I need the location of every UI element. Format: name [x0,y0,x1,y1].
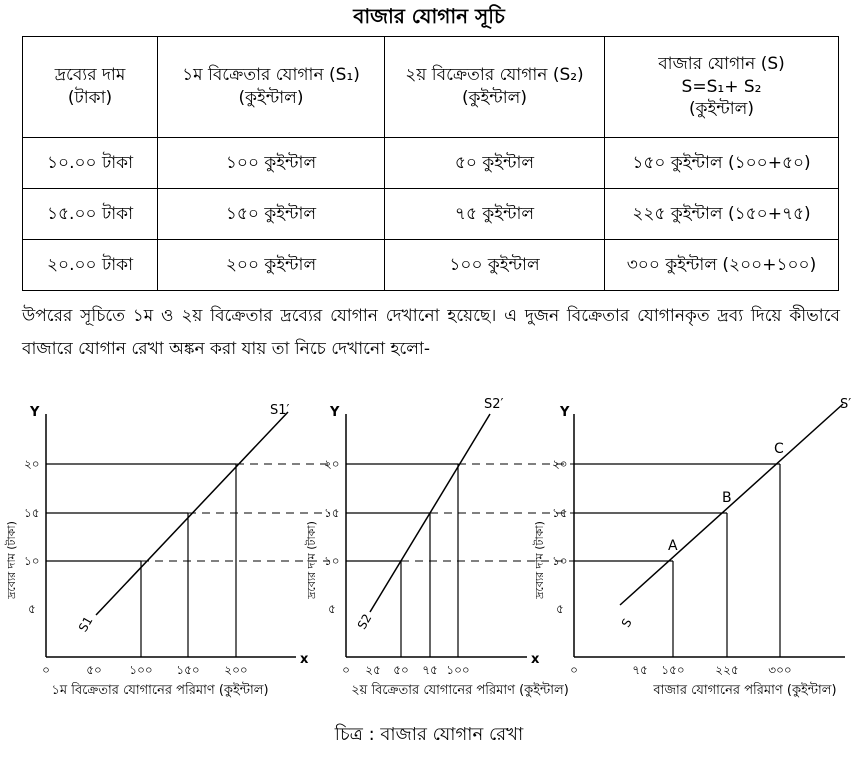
curve-label-start: S1 [75,613,96,635]
x-axis-label: ২য় বিক্রেতার যোগানের পরিমাণ (কুইন্টাল) [351,683,569,698]
x-tick-label: ২৫ [365,663,381,677]
figure-caption: চিত্র : বাজার যোগান রেখা [334,724,524,745]
table-cell: ৭৫ কুইন্টাল [385,189,605,240]
header-price: দ্রব্যের দাম (টাকা) [23,37,158,138]
y-axis-letter: Y [30,405,40,420]
table-cell: ১০০ কুইন্টাল [385,240,605,291]
x-tick-label: ১৫০ [661,663,685,677]
y-tick-label: ১৫ [24,506,40,520]
y-tick-label: ২০ [552,457,568,471]
y-tick-label: ১৫ [324,506,340,520]
y-axis-letter: Y [560,405,570,420]
x-tick-label: ১৫০ [176,663,200,677]
curve-label-end: S2′ [484,397,504,412]
y-tick-label: ৫ [28,602,36,616]
y-axis-label: দ্রব্যের দাম (টাকা) [305,521,318,599]
x-tick-label: ১০০ [129,663,153,677]
y-tick-label: ২০ [324,457,340,471]
x-tick-label: ৫০ [393,663,409,677]
graph-market [533,397,851,698]
y-tick-label: ১৫ [552,506,568,520]
table-cell: ১৫০ কুইন্টাল (১০০+৫০) [605,138,839,189]
y-axis-label: দ্রব্যের দাম (টাকা) [533,521,546,599]
page-title: বাজার যোগান সূচি [353,4,505,28]
y-tick-label: ৫ [556,602,564,616]
table-cell: ১০.০০ টাকা [23,138,158,189]
y-tick-label: ১০ [324,554,340,568]
x-tick-label: ২০০ [224,663,248,677]
header-seller2: ২য় বিক্রেতার যোগান (S₂) (কুইন্টাল) [385,37,605,138]
table-cell: ২০০ কুইন্টাল [158,240,385,291]
table-cell: ১৫.০০ টাকা [23,189,158,240]
x-axis-label: বাজার যোগানের পরিমাণ (কুইন্টাল) [653,683,837,698]
point-label-b: B [722,490,732,506]
x-tick-label: ৩০০ [768,663,792,677]
x-tick-label: ১০০ [446,663,470,677]
y-tick-label: ৫ [328,602,336,616]
x-tick-label: ০ [42,663,50,677]
x-axis-letter: x [300,652,309,667]
y-axis-letter: Y [330,405,340,420]
y-tick-label: ১০ [24,554,40,568]
point-label-a: A [668,538,678,554]
x-tick-label: ৫০ [86,663,102,677]
x-axis-letter: x [531,652,540,667]
graph-seller1 [5,403,330,698]
table-cell: ১৫০ কুইন্টাল [158,189,385,240]
x-tick-label: ০ [570,663,578,677]
table-cell: ৩০০ কুইন্টাল (২০০+১০০) [605,240,839,291]
y-tick-label: ২০ [24,457,40,471]
x-tick-label: ২২৫ [715,663,739,677]
curve-label-end: S1′ [270,403,290,418]
curve-label-end: S′ [840,397,852,412]
x-tick-label: ৭৫ [632,663,648,677]
x-tick-label: ৭৫ [422,663,438,677]
table-cell: ২২৫ কুইন্টাল (১৫০+৭৫) [605,189,839,240]
header-seller1: ১ম বিক্রেতার যোগান (S₁) (কুইন্টাল) [158,37,385,138]
header-market: বাজার যোগান (S) S=S₁+ S₂ (কুইন্টাল) [605,37,839,138]
x-axis-label: ১ম বিক্রেতার যোগানের পরিমাণ (কুইন্টাল) [51,683,269,698]
explanation-paragraph: উপরের সূচিতে ১ম ও ২য় বিক্রেতার দ্রব্যের যোগান দেখানো হয়েছে। এ দুজন বিক্রেতার যোগানকৃত দ্রব্য দিয়ে কীভাবে বাজারে যোগান রেখা অঙ্কন করা যায় তা নিচে দেখানো হলো- [22,306,840,359]
x-tick-label: ০ [342,663,350,677]
table-cell: ২০.০০ টাকা [23,240,158,291]
point-label-c: C [774,441,784,457]
curve-label-start: S [618,616,635,630]
y-axis-label: দ্রব্যের দাম (টাকা) [5,521,18,599]
y-tick-label: ১০ [552,554,568,568]
table-cell: ৫০ কুইন্টাল [385,138,605,189]
table-cell: ১০০ কুইন্টাল [158,138,385,189]
curve-label-start: S2 [354,611,375,632]
